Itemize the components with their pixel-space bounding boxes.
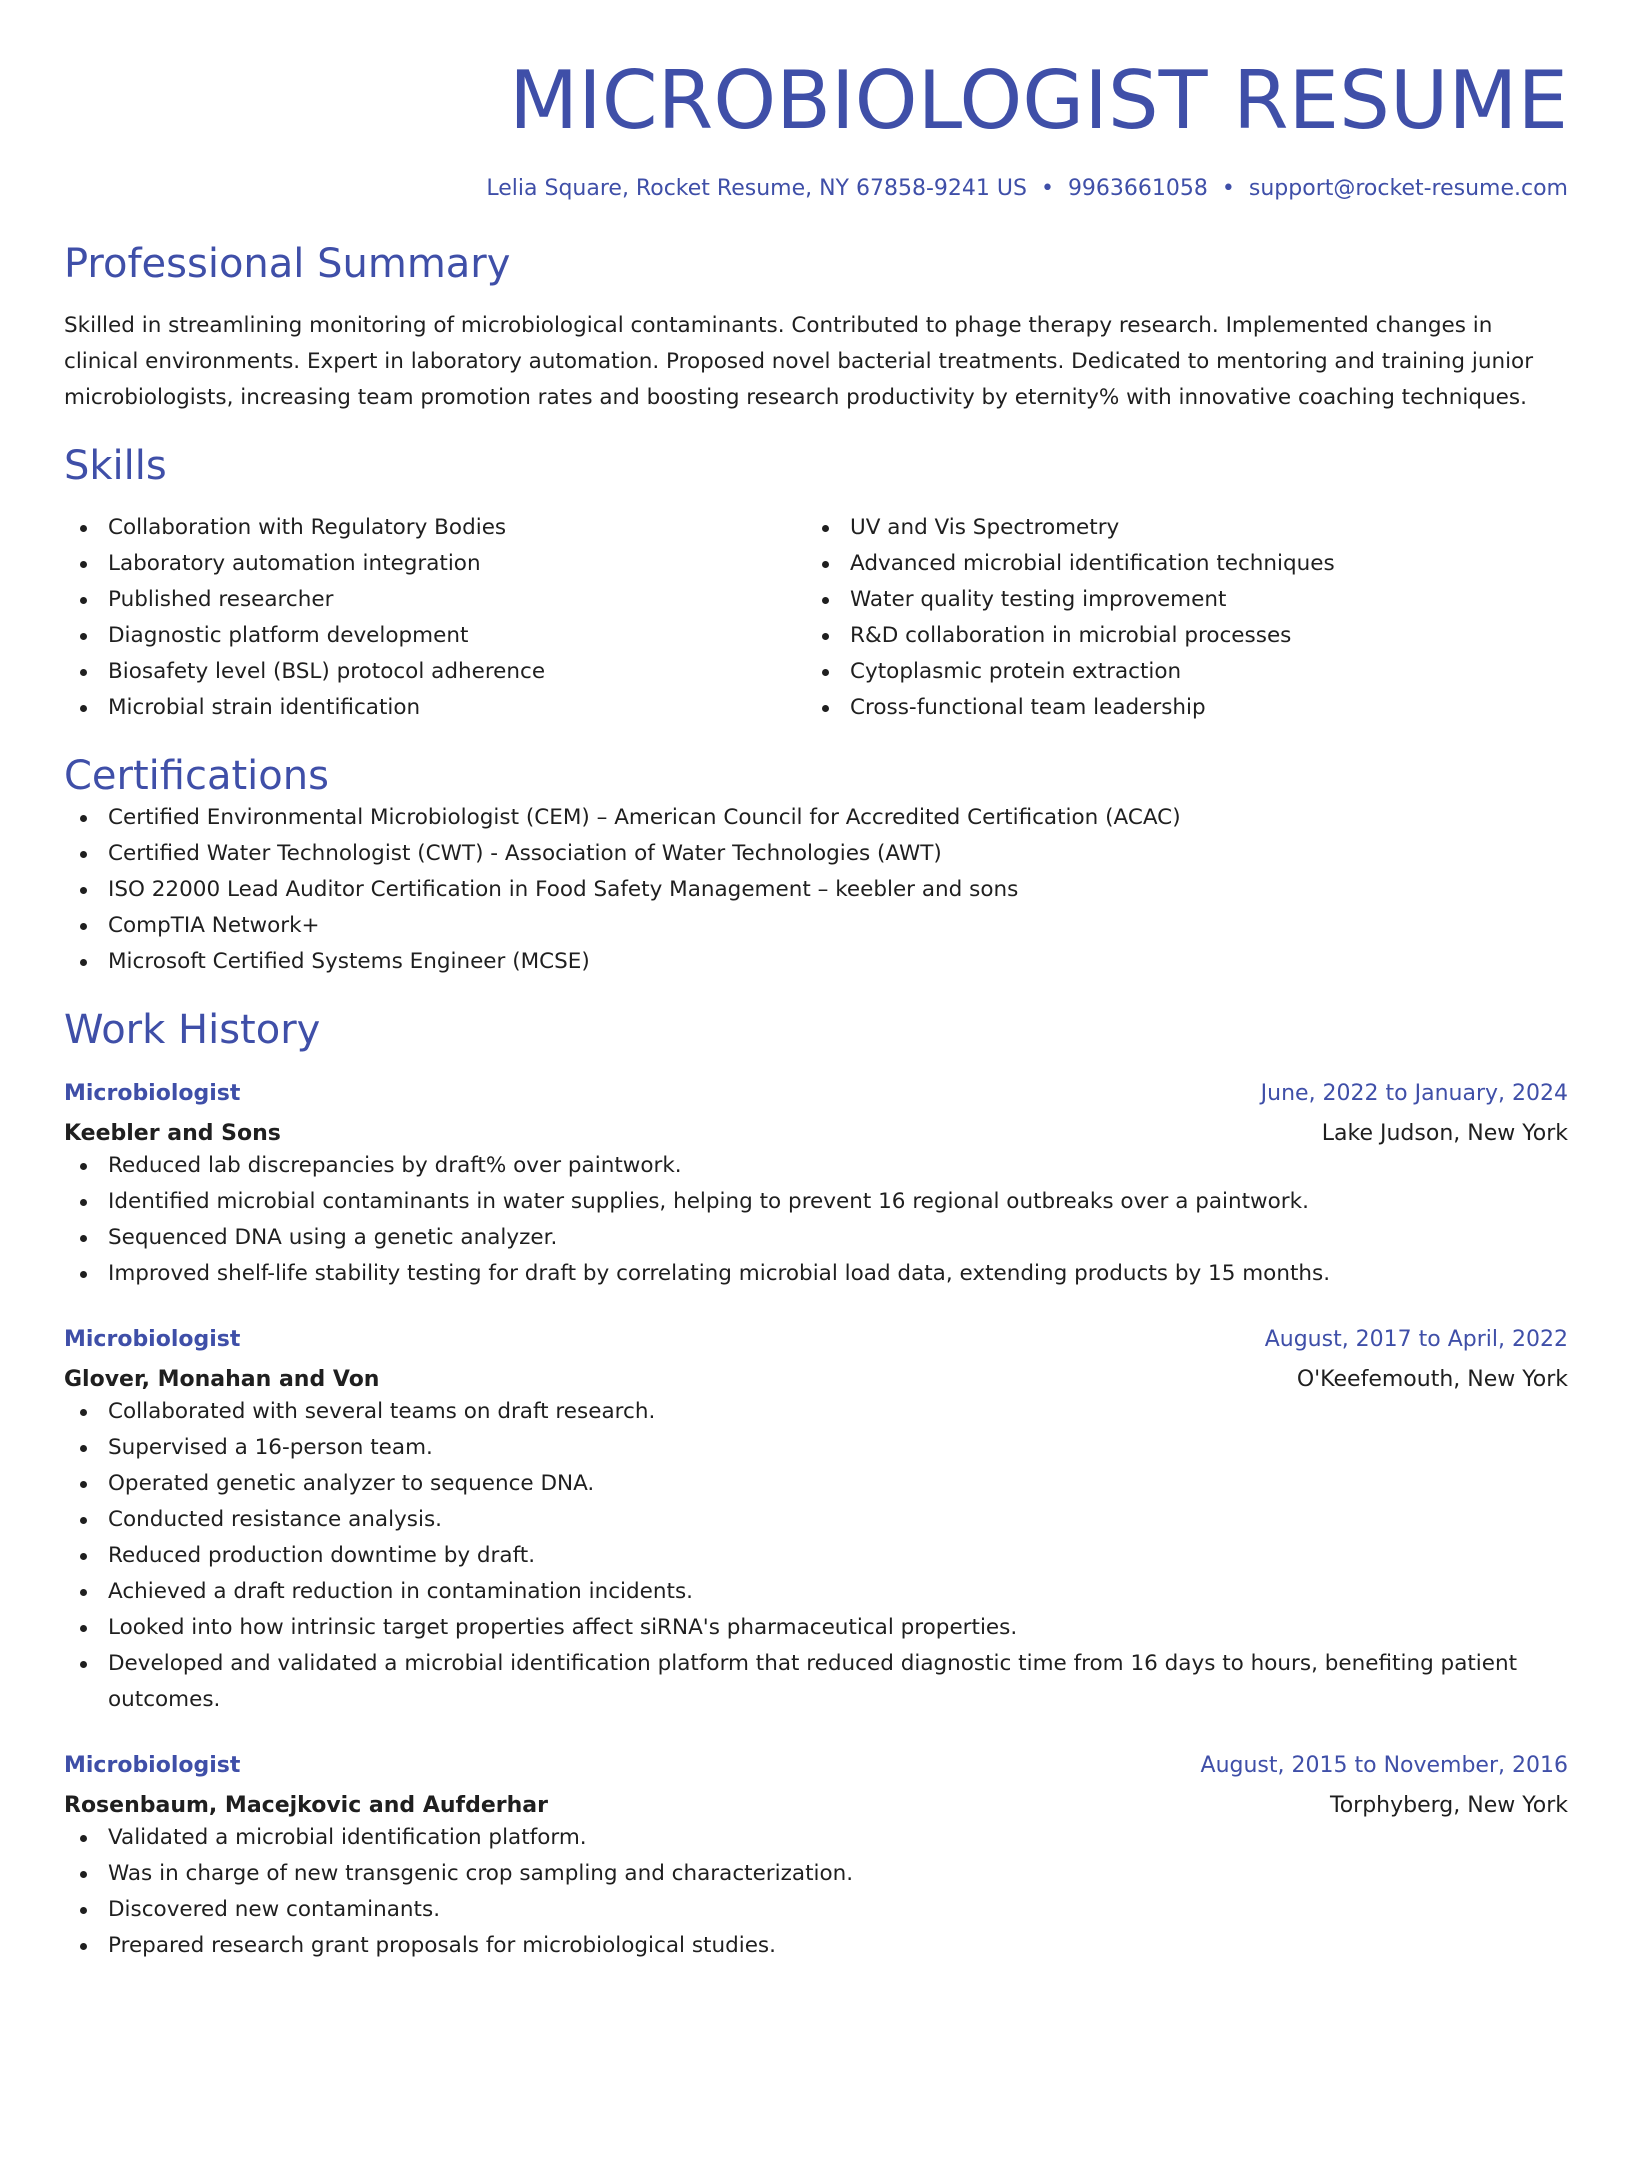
job-entry [64,1326,1568,1718]
contact-separator: • [1040,176,1054,201]
certification-item-text: Certified Water Technologist (CWT) - Association of Water Technologies (AWT) [108,841,942,866]
bullet-icon [80,851,87,858]
bullet-icon [80,1409,87,1416]
work-history-heading: Work History [64,1007,321,1053]
job-dates: June, 2022 to January, 2024 [1260,1081,1568,1106]
skill-item [806,546,1548,582]
job-company: Rosenbaum, Macejkovic and Aufderhar [64,1793,548,1818]
skill-item-text: R&D collaboration in microbial processes [850,623,1292,648]
job-bullet-item [64,1256,1568,1292]
job-bullet-item-text: Discovered new contaminants. [108,1897,441,1922]
certification-item [64,872,1568,908]
bullet-icon [80,1517,87,1524]
job-bullet-item [64,1466,1568,1502]
job-bullet-item-text: Looked into how intrinsic target properties affect siRNA's pharmaceutical properties. [108,1615,1018,1640]
certification-item [64,836,1568,872]
bullet-icon [80,1907,87,1914]
job-title-row [64,1080,1568,1108]
bullet-icon [822,525,829,532]
bullet-icon [822,561,829,568]
skill-item [64,510,806,546]
job-location: O'Keefemouth, New York [1296,1367,1568,1392]
bullet-icon [80,1553,87,1560]
job-bullet-list [64,1820,1568,1964]
job-dates: August, 2017 to April, 2022 [1264,1327,1568,1352]
job-bullet-list [64,1148,1568,1292]
bullet-icon [80,1871,87,1878]
job-dates: August, 2015 to November, 2016 [1200,1753,1568,1778]
job-bullet-item-text: Prepared research grant proposals for microbiological studies. [108,1933,776,1958]
job-company-row [64,1108,1568,1148]
job-title: Microbiologist [64,1327,241,1352]
skill-item-text: Advanced microbial identification techniques [850,551,1335,576]
skill-item [806,654,1548,690]
skill-item-text: Published researcher [108,587,334,612]
bullet-icon [80,887,87,894]
bullet-icon [822,669,829,676]
job-bullet-item-text: Operated genetic analyzer to sequence DNA. [108,1471,595,1496]
job-bullet-item [64,1538,1568,1574]
contact-address: Lelia Square, Rocket Resume, NY 67858-9241 US [486,176,1027,201]
summary-heading: Professional Summary [64,241,511,287]
skills-heading: Skills [64,443,167,489]
bullet-icon [822,705,829,712]
job-bullet-item [64,1928,1568,1964]
bullet-icon [80,1235,87,1242]
skills-list-left [64,510,806,726]
job-bullet-item [64,1646,1568,1718]
job-bullet-item [64,1892,1568,1928]
job-company: Keebler and Sons [64,1121,281,1146]
certification-item-text: CompTIA Network+ [108,913,320,938]
job-bullet-item-text: Achieved a draft reduction in contamination incidents. [108,1579,693,1604]
bullet-icon [80,525,87,532]
skill-item [64,582,806,618]
skills-columns [64,510,1568,726]
bullet-icon [80,561,87,568]
bullet-icon [80,597,87,604]
skill-item-text: Microbial strain identification [108,695,421,720]
job-bullet-list [64,1394,1568,1718]
skill-item [64,690,806,726]
job-bullet-item-text: Reduced production downtime by draft. [108,1543,536,1568]
work-history-list [64,1080,1568,1964]
resume-title: MICROBIOLOGIST RESUME [509,54,1568,147]
skill-item-text: Diagnostic platform development [108,623,469,648]
job-bullet-item [64,1148,1568,1184]
skill-item-text: Water quality testing improvement [850,587,1227,612]
skill-item-text: Biosafety level (BSL) protocol adherence [108,659,546,684]
bullet-icon [80,1445,87,1452]
bullet-icon [80,1163,87,1170]
bullet-icon [80,669,87,676]
job-bullet-item [64,1610,1568,1646]
contact-phone: 9963661058 [1067,176,1208,201]
skill-item-text: Cytoplasmic protein extraction [850,659,1182,684]
skill-item [64,654,806,690]
skill-item [806,582,1548,618]
bullet-icon [80,1625,87,1632]
job-bullet-item [64,1856,1568,1892]
summary-text: Skilled in streamlining monitoring of microbiological contaminants. Contributed to phage therapy research. Implemented changes in clinical environments. Expert in laboratory automation. Proposed novel bacterial treatments. Dedicated to mentoring and training junior microbiologists, increasing team promotion rates and boosting research productivity by eternity% with innovative coaching techniques. [64,313,1534,410]
job-bullet-item-text: Validated a microbial identification platform. [108,1825,587,1850]
bullet-icon [822,597,829,604]
job-bullet-item [64,1430,1568,1466]
job-bullet-item-text: Improved shelf-life stability testing for draft by correlating microbial load data, extending products by 15 months. [108,1261,1331,1286]
job-title: Microbiologist [64,1753,241,1778]
certification-item [64,944,1568,980]
certification-item [64,908,1568,944]
resume-page [0,54,1632,2173]
job-bullet-item-text: Developed and validated a microbial identification platform that reduced diagnostic time from 16 days to hours, benefiting patient outcomes. [108,1651,1518,1712]
contact-email[interactable]: support@rocket-resume.com [1248,176,1568,201]
job-bullet-item-text: Was in charge of new transgenic crop sampling and characterization. [108,1861,854,1886]
job-bullet-item [64,1184,1568,1220]
certification-item-text: Microsoft Certified Systems Engineer (MCSE) [108,949,590,974]
job-location: Torphyberg, New York [1330,1793,1568,1818]
skill-item [806,510,1548,546]
job-bullet-item [64,1574,1568,1610]
bullet-icon [80,633,87,640]
job-bullet-item-text: Collaborated with several teams on draft research. [108,1399,656,1424]
job-bullet-item-text: Reduced lab discrepancies by draft% over paintwork. [108,1153,682,1178]
skill-item-text: Cross-functional team leadership [850,695,1206,720]
job-title: Microbiologist [64,1081,241,1106]
job-bullet-item [64,1820,1568,1856]
bullet-icon [80,1589,87,1596]
contact-line [64,176,1568,202]
certification-item-text: ISO 22000 Lead Auditor Certification in Food Safety Management – keebler and sons [108,877,1019,902]
skill-item [806,690,1548,726]
job-company-row [64,1354,1568,1394]
job-bullet-item [64,1220,1568,1256]
job-bullet-item-text: Supervised a 16-person team. [108,1435,433,1460]
skills-list-right [806,510,1548,726]
bullet-icon [80,815,87,822]
certification-item [64,800,1568,836]
bullet-icon [80,1481,87,1488]
skill-item-text: Collaboration with Regulatory Bodies [108,515,507,540]
job-bullet-item [64,1394,1568,1430]
skill-item-text: UV and Vis Spectrometry [850,515,1120,540]
certifications-heading: Certifications [64,753,329,799]
bullet-icon [80,1943,87,1950]
job-title-row [64,1752,1568,1780]
bullet-icon [80,705,87,712]
skill-item [64,618,806,654]
job-entry [64,1080,1568,1292]
bullet-icon [80,959,87,966]
job-location: Lake Judson, New York [1321,1121,1568,1146]
bullet-icon [80,1661,87,1668]
bullet-icon [80,1835,87,1842]
job-entry [64,1752,1568,1964]
job-company: Glover, Monahan and Von [64,1367,380,1392]
certifications-list [64,800,1568,980]
bullet-icon [80,923,87,930]
job-bullet-item [64,1502,1568,1538]
contact-separator: • [1221,176,1235,201]
job-company-row [64,1780,1568,1820]
bullet-icon [80,1271,87,1278]
job-title-row [64,1326,1568,1354]
bullet-icon [80,1199,87,1206]
job-bullet-item-text: Conducted resistance analysis. [108,1507,442,1532]
certification-item-text: Certified Environmental Microbiologist (CEM) – American Council for Accredited Certification (ACAC) [108,805,1181,830]
skill-item-text: Laboratory automation integration [108,551,481,576]
job-bullet-item-text: Sequenced DNA using a genetic analyzer. [108,1225,558,1250]
skill-item [64,546,806,582]
job-bullet-item-text: Identified microbial contaminants in water supplies, helping to prevent 16 regional outbreaks over a paintwork. [108,1189,1309,1214]
skill-item [806,618,1548,654]
bullet-icon [822,633,829,640]
